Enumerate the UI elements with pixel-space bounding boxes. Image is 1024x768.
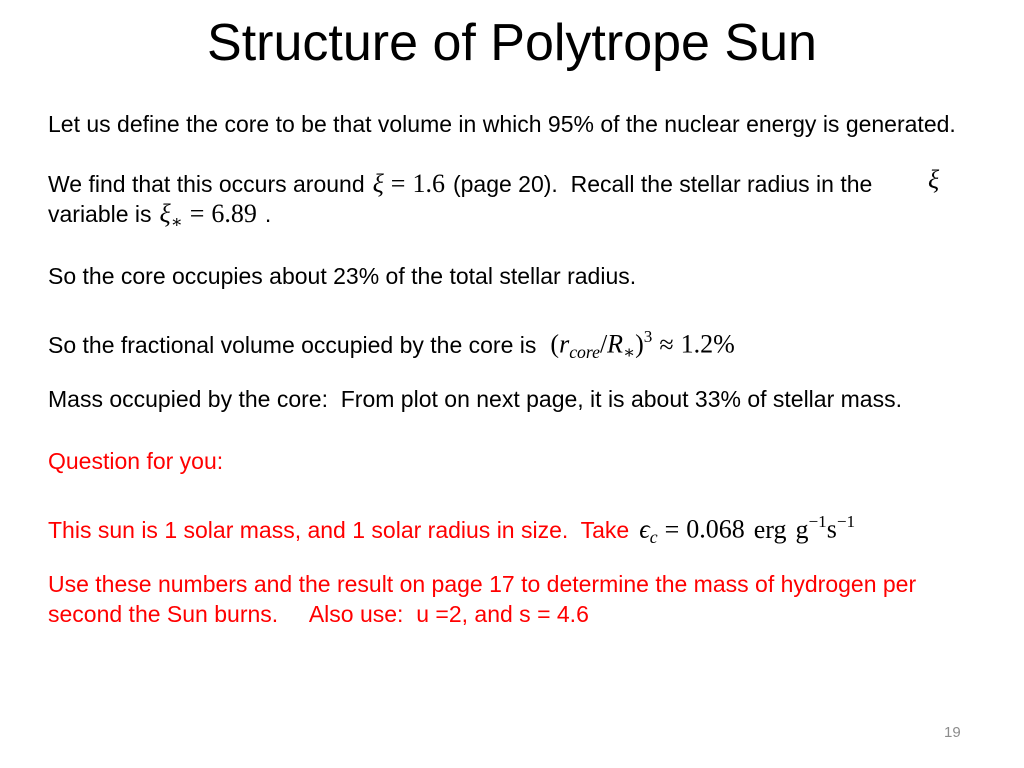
erg-unit: erg	[753, 514, 787, 544]
star-subscript: ∗	[623, 341, 636, 362]
core-definition-text: Let us define the core to be that volume in which 95% of the nuclear energy is generated.	[48, 111, 956, 137]
equals-operator: =	[189, 199, 205, 228]
question-given-text: This sun is 1 solar mass, and 1 solar radius in size. Take	[48, 516, 630, 543]
second-exponent: −1	[836, 512, 856, 531]
question-heading: Question for you:	[48, 448, 224, 474]
c-subscript: c	[649, 526, 658, 547]
question-task-line-1	[48, 569, 916, 599]
core-location-line	[48, 169, 872, 199]
r-symbol: r	[559, 329, 570, 359]
xi-star-equation	[160, 199, 257, 236]
slash-operator: /	[599, 329, 608, 359]
question-task-text-2: second the Sun burns. Also use: u =2, and s = 4.6	[48, 601, 589, 627]
question-task-text-1: Use these numbers and the result on page 17 to determine the mass of hydrogen per	[48, 571, 917, 597]
radius-suffix: .	[264, 201, 272, 227]
radius-variable-line	[48, 199, 272, 232]
xi-value: 1.6	[412, 169, 445, 198]
core-radius-text: So the core occupies about 23% of the total stellar radius.	[48, 263, 637, 289]
page-number: 19	[944, 724, 961, 741]
gram-exponent: −1	[808, 512, 827, 531]
core-definition-line	[48, 109, 956, 139]
close-paren: )	[635, 329, 644, 359]
xi-star-value: 6.89	[211, 199, 257, 228]
epsilon-value: 0.068	[686, 514, 745, 544]
second-unit: s	[826, 514, 837, 544]
volume-value: 1.2%	[680, 329, 735, 359]
volume-equation	[550, 322, 734, 367]
open-paren: (	[550, 329, 560, 359]
core-xi-equation	[373, 169, 445, 199]
star-subscript: ∗	[170, 211, 183, 232]
approx-operator: ≈	[659, 329, 674, 359]
question-heading-line	[48, 446, 223, 476]
equals-operator: =	[390, 169, 406, 198]
cube-exponent: 3	[643, 327, 653, 346]
core-volume-line	[48, 322, 743, 362]
radius-prefix: variable is	[48, 201, 152, 227]
volume-prefix: So the fractional volume occupied by the core is	[48, 331, 537, 358]
gram-unit: g	[795, 514, 809, 544]
core-mass-text: Mass occupied by the core: From plot on next page, it is about 33% of stellar mass.	[48, 386, 902, 412]
radius-variable-xi-symbol: ξ	[928, 165, 940, 194]
R-symbol: R	[607, 329, 624, 359]
core-radius-line	[48, 261, 636, 291]
equals-operator: =	[664, 514, 680, 544]
slide-title: Structure of Polytrope Sun	[207, 14, 817, 72]
epsilon-symbol: ϵ	[639, 514, 650, 544]
question-given-line	[48, 507, 856, 547]
core-location-prefix: We find that this occurs around	[48, 171, 365, 197]
epsilon-equation	[639, 507, 855, 552]
core-subscript: core	[569, 341, 600, 362]
core-location-suffix: (page 20). Recall the stellar radius in the	[452, 171, 873, 197]
question-task-line-2	[48, 599, 589, 629]
xi-symbol: ξ	[159, 199, 171, 228]
core-mass-line	[48, 384, 902, 414]
xi-symbol: ξ	[372, 169, 384, 198]
